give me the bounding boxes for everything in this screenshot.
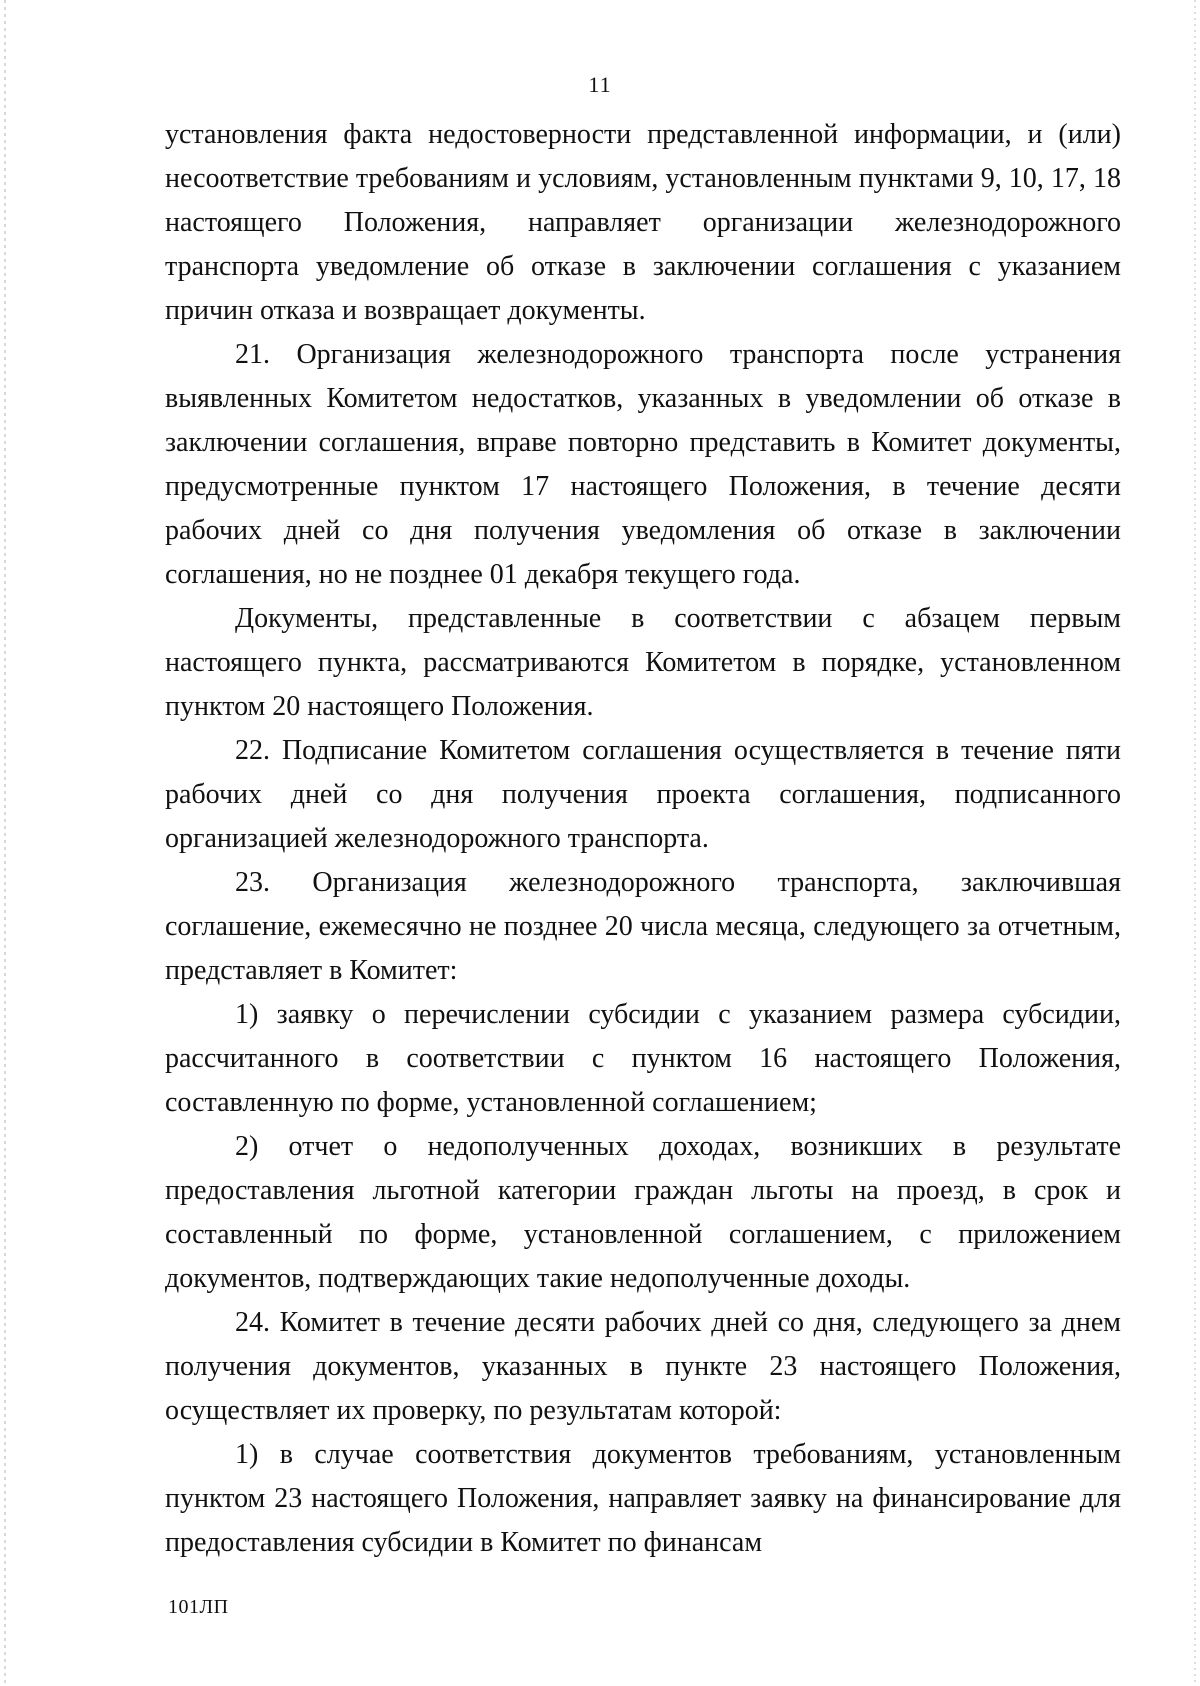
- page-number: 11: [588, 72, 612, 97]
- paragraph-item-23: 23. Организация железнодорожного транспорта, заключившая соглашение, ежемесячно не позднее 20 числа месяца, следующего за отчетным, представляет в Комитет:: [165, 867, 1121, 986]
- scan-edge-left: [4, 0, 6, 1686]
- paragraph-item-21-documents: Документы, представленные в соответствии с абзацем первым настоящего пункта, рассматриваются Комитетом в порядке, установленном пунктом 20 настоящего Положения.: [165, 603, 1121, 722]
- paragraph-item-24: 24. Комитет в течение десяти рабочих дней со дня, следующего за днем получения документов, указанных в пункте 23 настоящего Положения, осуществляет их проверку, по результатам которой:: [165, 1307, 1121, 1426]
- footer-document-code: 101ЛП: [168, 1596, 229, 1618]
- paragraph-item-23-sub-2: 2) отчет о недополученных доходах, возникших в результате предоставления льготной категории граждан льготы на проезд, в срок и составленный по форме, установленной соглашением, с приложением документов, подтверждающих такие недополученные доходы.: [165, 1131, 1121, 1294]
- paragraph-continuation: установления факта недостоверности представленной информации, и (или) несоответствие требованиям и условиям, установленным пунктами 9, 10, 17, 18 настоящего Положения, направляет организации железнодорожного транспорта уведомление об отказе в заключении соглашения с указанием причин отказа и возвращает документы.: [165, 119, 1121, 326]
- document-body: [165, 113, 1121, 1565]
- paragraph-item-23-sub-1: 1) заявку о перечислении субсидии с указанием размера субсидии, рассчитанного в соответствии с пунктом 16 настоящего Положения, составленную по форме, установленной соглашением;: [165, 999, 1121, 1118]
- paragraph-item-21: 21. Организация железнодорожного транспорта после устранения выявленных Комитетом недостатков, указанных в уведомлении об отказе в заключении соглашения, вправе повторно представить в Комитет документы, предусмотренные пунктом 17 настоящего Положения, в течение десяти рабочих дней со дня получения уведомления об отказе в заключении соглашения, но не позднее 01 декабря текущего года.: [165, 339, 1121, 590]
- scan-edge-right: [1194, 0, 1196, 1686]
- paragraph-item-22: 22. Подписание Комитетом соглашения осуществляется в течение пяти рабочих дней со дня получения проекта соглашения, подписанного организацией железнодорожного транспорта.: [165, 735, 1121, 854]
- paragraph-item-24-sub-1: 1) в случае соответствия документов требованиям, установленным пунктом 23 настоящего Положения, направляет заявку на финансирование для предоставления субсидии в Комитет по финансам: [165, 1439, 1121, 1558]
